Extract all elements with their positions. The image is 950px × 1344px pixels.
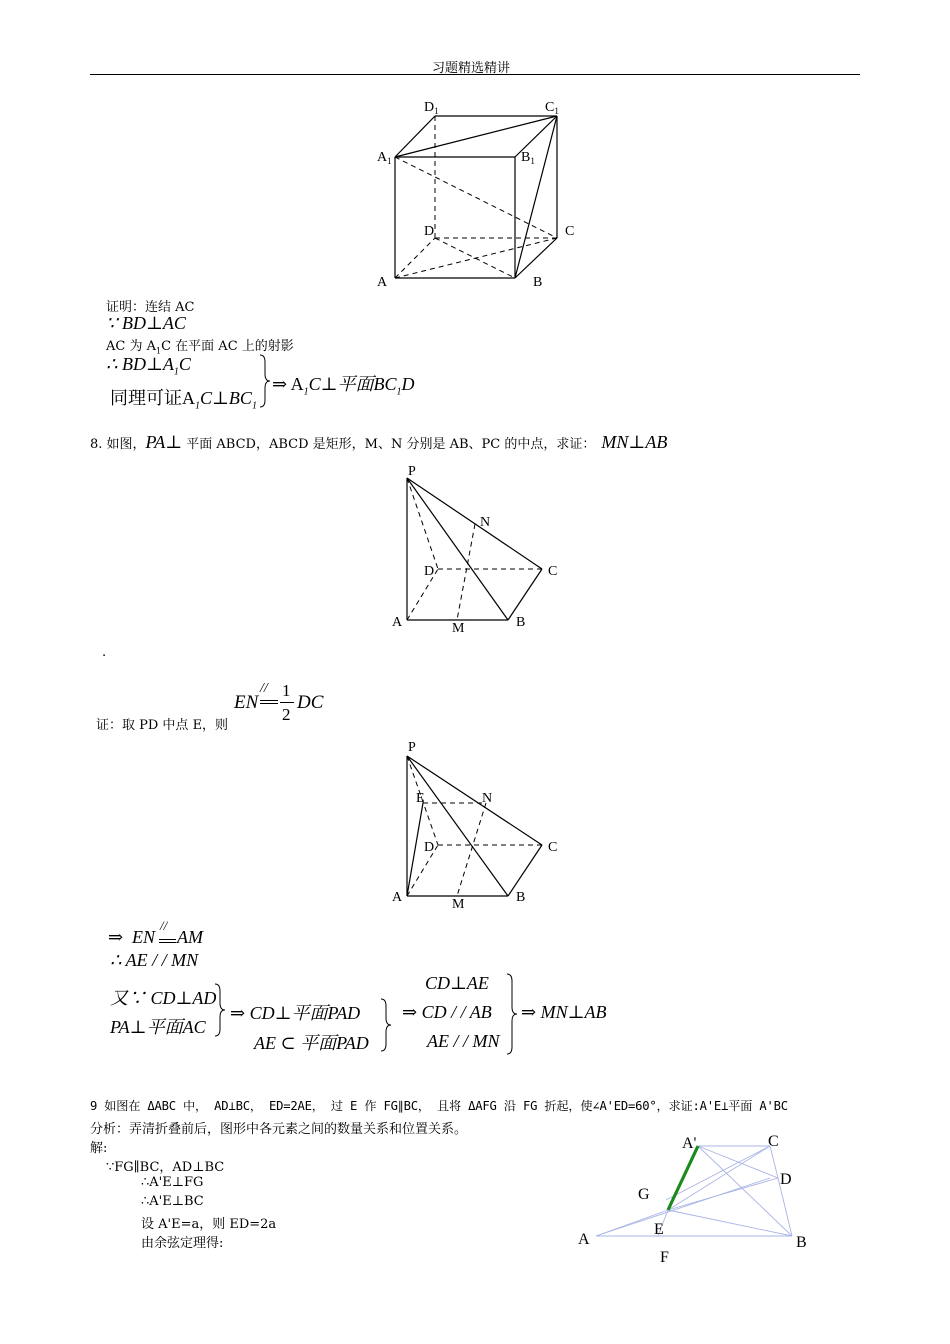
label-A: A	[392, 890, 403, 905]
block-c3: AE / / MN	[427, 1031, 500, 1051]
proof8-step2: ∴ AE / / MN	[110, 950, 199, 970]
cube-figure	[370, 95, 590, 295]
label-B: B	[516, 890, 526, 905]
block-c2: ⇒ CD / / AB	[402, 1002, 492, 1022]
label-N: N	[480, 515, 491, 530]
proof7-line4: ∴ $BD\perp A_1C$	[106, 354, 191, 378]
problem9-l3: ∴A'E⊥BC	[141, 1194, 204, 1209]
pyramid-figure-2	[385, 738, 565, 918]
problem9-statement: 9 如图在 ΔABC 中， AD⊥BC， ED=2AE， 过 E 作 FG∥BC， 且将 ΔAFG 沿 FG 折起，使∠A'ED=60°，求证:A'E⊥平面 A'BC	[90, 1099, 788, 1113]
label-D: D	[424, 224, 435, 239]
problem9-solution: 解:	[90, 1141, 108, 1156]
proof7-line3: AC 为 $A_1C$ 在平面 AC 上的射影	[106, 339, 294, 356]
label-B: B	[533, 275, 543, 290]
problem9-l1: ∵FG∥BC，AD⊥BC	[106, 1160, 225, 1175]
proof7-result: ⇒ $A_1C\perp$平面$BC_1D$	[272, 374, 415, 398]
label-B: B	[516, 615, 526, 630]
label-A1: $A_1$	[377, 150, 392, 166]
label-D: D	[780, 1171, 792, 1188]
label-A: A	[377, 275, 388, 290]
header-rule	[90, 74, 860, 75]
proof7-line5: 同理可证$A_1C\perp BC_1$	[110, 388, 257, 412]
label-E: E	[416, 791, 425, 806]
block-a1: 又∵ CD⊥AD	[110, 988, 217, 1008]
label-C: C	[768, 1133, 779, 1150]
pyramid-figure-1	[385, 460, 565, 640]
fold-figure	[570, 1125, 815, 1270]
page-header: 习题精选精讲	[432, 61, 511, 76]
stray-dot: .	[102, 645, 107, 660]
brace-b	[379, 998, 393, 1052]
block-b2: AE ⊂ 平面PAD	[254, 1033, 369, 1053]
problem9-analysis: 分析：弄清折叠前后，图形中各元素之间的数量关系和位置关系。	[90, 1122, 468, 1137]
proof7-line2: ∵ BD⊥AC	[106, 313, 186, 333]
label-D1: $D_1$	[424, 100, 439, 116]
block-b1: ⇒ CD⊥平面PAD	[230, 1003, 361, 1023]
label-A: A	[392, 615, 403, 630]
proof7-line1: 证明：连结 AC	[106, 300, 195, 315]
problem8-statement: 8. 如图，PA⊥ 平面 ABCD，ABCD 是矩形，M、N 分别是 AB、PC 的中点，求证： MN⊥AB	[90, 432, 668, 452]
problem9-l4: 设 A'E=a，则 ED=2a	[141, 1217, 277, 1232]
label-A-prime: A'	[682, 1135, 697, 1152]
label-C: C	[565, 224, 575, 239]
label-N: N	[482, 791, 493, 806]
proof7-brace	[258, 354, 272, 408]
label-D: D	[424, 564, 435, 579]
label-C1: $C_1$	[545, 100, 559, 116]
brace-a	[213, 983, 227, 1037]
label-B1: $B_1$	[521, 150, 535, 166]
label-A: A	[578, 1231, 590, 1248]
proof8-intro: 证：取 PD 中点 E，则	[96, 718, 229, 733]
block-d: ⇒ MN⊥AB	[521, 1002, 607, 1022]
problem9-l2: ∴A'E⊥FG	[141, 1175, 204, 1190]
label-C: C	[548, 840, 558, 855]
label-D: D	[424, 840, 435, 855]
label-F: F	[660, 1249, 669, 1266]
label-E: E	[654, 1221, 664, 1238]
brace-c	[505, 973, 519, 1055]
label-M: M	[452, 897, 465, 912]
label-B: B	[796, 1234, 807, 1251]
label-P: P	[408, 740, 416, 755]
block-a2: PA⊥平面AC	[110, 1017, 206, 1037]
block-c1: CD⊥AE	[425, 973, 489, 993]
label-C: C	[548, 564, 558, 579]
label-M: M	[452, 621, 465, 636]
problem9-l5: 由余弦定理得:	[141, 1236, 224, 1251]
label-P: P	[408, 464, 416, 479]
label-G: G	[638, 1186, 650, 1203]
